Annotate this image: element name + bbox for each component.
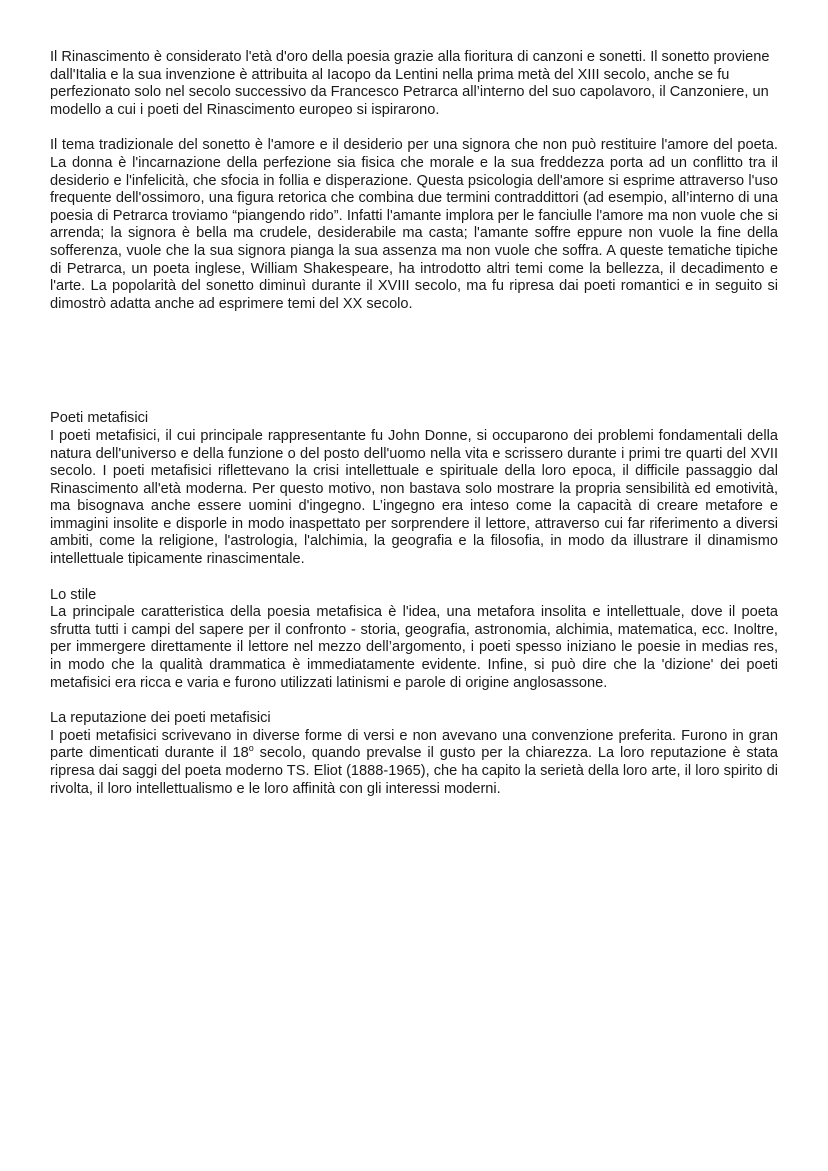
section-paragraph: I poeti metafisici, il cui principale rappresentante fu John Donne, si occuparono dei problemi fondamentali della natura dell'universo e della funzione o del posto dell'uomo nella vita e scrissero durante i primi tre quarti del XVII secolo. I poeti metafisici riflettevano la crisi intellettuale e spirituale della loro epoca, il difficile passaggio dal Rinascimento all'età moderna. Per questo motivo, non bastava solo mostrare la propria sensibilità ed emotività, ma bisognava anche essere uomini d'ingegno. L’ingegno era inteso come la capacità di creare metafore e immagini insolite e disporle in modo inaspettato per sorprendere il lettore, attraverso cui far riferimento a diversi ambiti, come la religione, l'astrologia, l'alchimia, la geografia e la filosofia, in modo da illustrare il dinamismo intellettuale tipicamente rinascimentale. bbox=[50, 427, 778, 568]
section-title: La reputazione dei poeti metafisici bbox=[50, 710, 271, 727]
sonnet-theme-paragraph: Il tema tradizionale del sonetto è l'amore e il desiderio per una signora che non può restituire l'amore del poeta. La donna è l'incarnazione della perfezione sia fisica che morale e la sua freddezza porta ad un conflitto tra il desiderio e l'infelicità, che sfocia in follia e disperazione. Questa psicologia dell'amore si esprime attraverso l'uso frequente dell'ossimoro, una figura retorica che combina due termini contraddittori (ad esempio, all’interno di una poesia di Petrarca troviamo “piangendo rido”. Infatti l'amante implora per le fanciulle l'amore ma non vuole che si arrenda; la signora è bella ma crudele, desiderabile ma casta; l'amante soffre eppure non vuole la fine della sofferenza, vuole che la sua signora pianga la sua assenza ma non vuole che soffra. A queste tematiche tipiche di Petrarca, un poeta inglese, William Shakespeare, ha introdotto altri temi come la bellezza, il decadimento e l'arte. La popolarità del sonetto diminuì durante il XVIII secolo, ma fu ripresa dai poeti romantici e in seguito si dimostrò adatta anche ad esprimere temi del XX secolo. bbox=[50, 137, 778, 312]
intro-paragraph: Il Rinascimento è considerato l'età d'oro della poesia grazie alla fioritura di canzoni e sonetti. Il sonetto proviene dall'Italia e la sua invenzione è attribuita al Iacopo da Lentini nella prima metà del XIII secolo, anche se fu perfezionato solo nel secolo successivo da Francesco Petrarca all’interno del suo capolavoro, il Canzoniere, un modello a cui i poeti del Rinascimento europeo si ispirarono. bbox=[50, 49, 770, 118]
ordinal-superscript: o bbox=[248, 743, 254, 754]
section-title: Poeti metafisici bbox=[50, 410, 149, 427]
document-page bbox=[50, 49, 778, 816]
section-paragraph bbox=[50, 728, 778, 798]
section-reputazione bbox=[50, 710, 778, 798]
paragraph-text-start: I poeti metafisici scrivevano in diverse forme di versi e non avevano una convenzione preferita. Furono in gran parte dimenticati durante il 18 bbox=[50, 727, 778, 762]
section-poeti-metafisici bbox=[50, 410, 778, 568]
section-paragraph: La principale caratteristica della poesia metafisica è l'idea, una metafora insolita e intellettuale, dove il poeta sfrutta tutti i campi del sapere per il confronto - storia, geografia, astronomia, alchimia, matematica, ecc. Inoltre, per immergere direttamente il lettore nel mezzo dell’argomento, i poeti spesso iniziano le poesie in medias res, in modo che la qualità drammatica è immediatamente evidente. Infine, si può dire che la 'dizione' dei poeti metafisici era ricca e varia e furono utilizzati latinismi e parole di origine anglosassone. bbox=[50, 604, 778, 691]
section-title: Lo stile bbox=[50, 586, 97, 603]
paragraph-text-end: secolo, quando prevalse il gusto per la chiarezza. La loro reputazione è stata ripresa dai saggi del poeta moderno TS. Eliot (1888-1965), che ha capito la serietà della loro arte, il loro spirito di rivolta, il loro intellettualismo e le loro affinità con gli interessi moderni. bbox=[50, 745, 778, 797]
section-lo-stile bbox=[50, 587, 778, 693]
